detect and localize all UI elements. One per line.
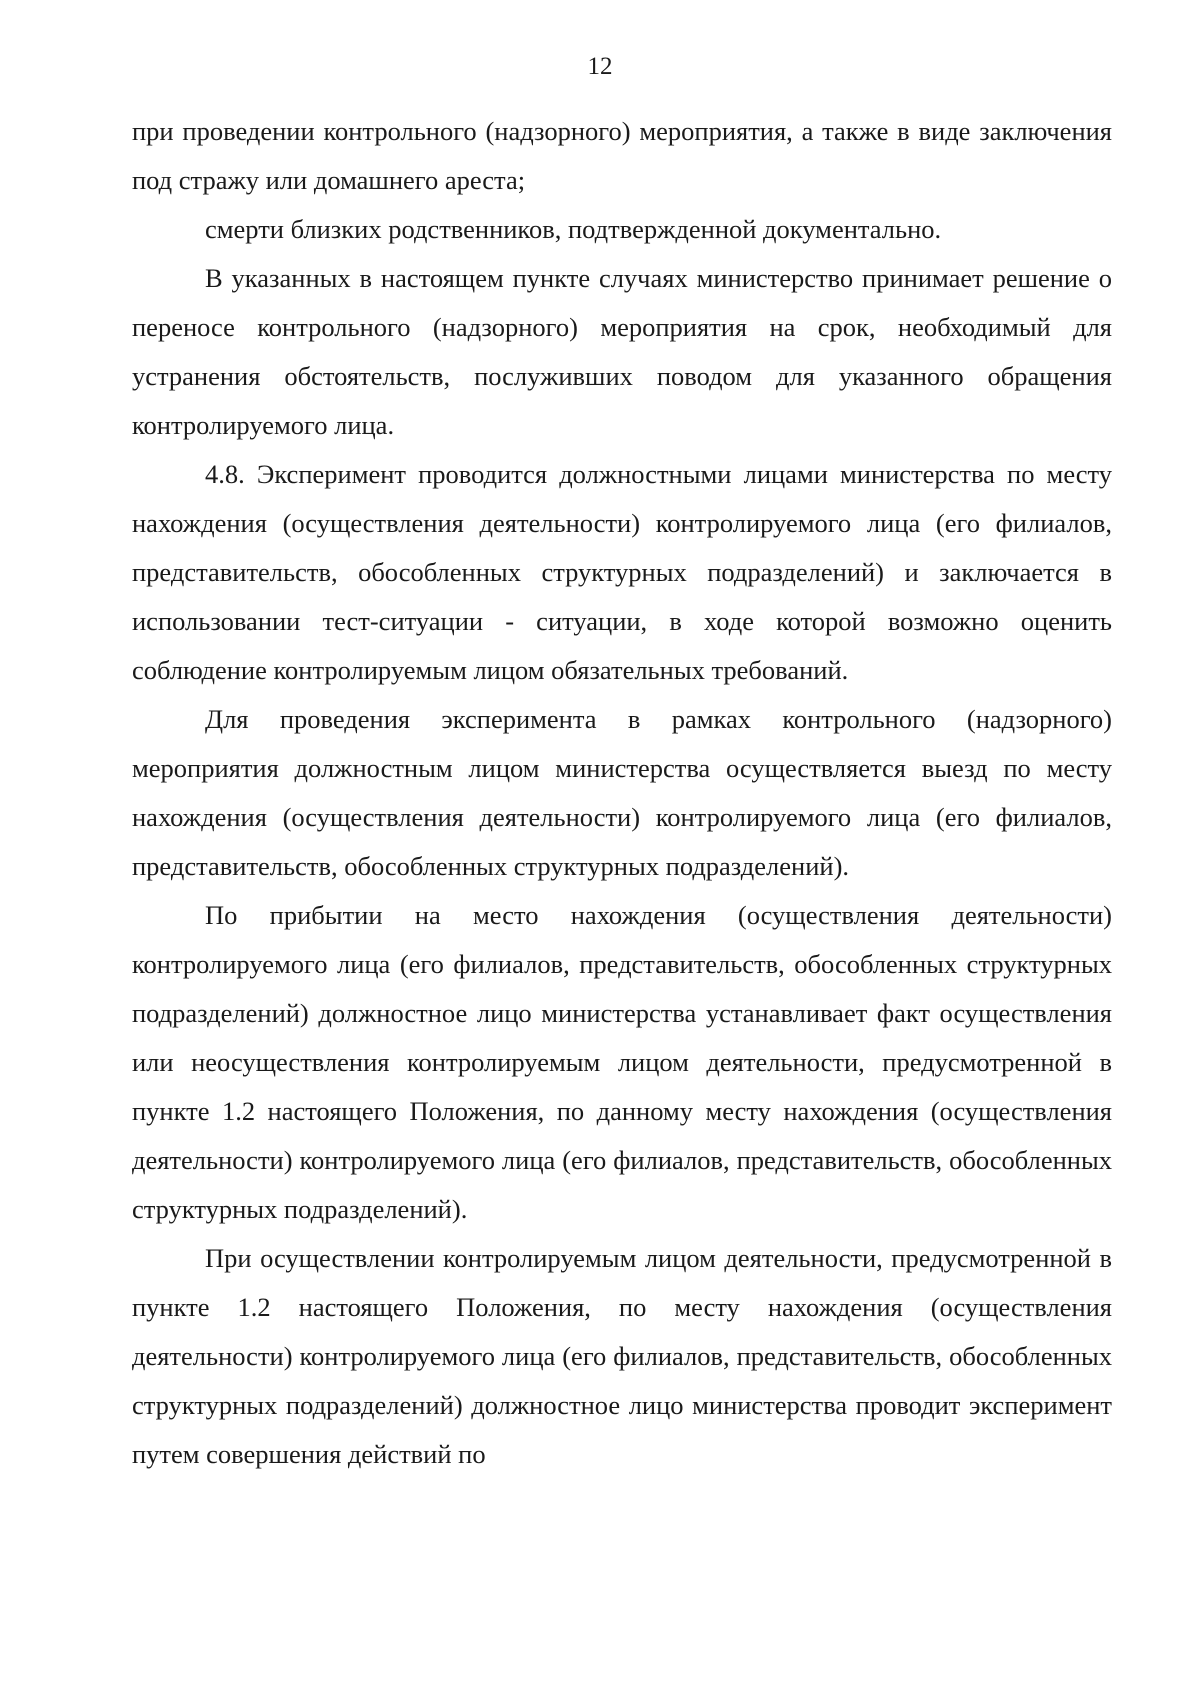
paragraph-6: По прибытии на место нахождения (осуществления деятельности) контролируемого лица (его филиалов, представительств, обособленных структурных подразделений) должностное лицо министерства устанавливает факт осуществления или неосуществления контролируемым лицом деятельности, предусмотренной в пункте 1.2 настоящего Положения, по данному месту нахождения (осуществления деятельности) контролируемого лица (его филиалов, представительств, обособленных структурных подразделений). (132, 900, 1112, 1224)
page-number: 12 (587, 53, 613, 80)
paragraph-1: при проведении контрольного (надзорного) мероприятия, а также в виде заключения под стражу или домашнего ареста; (132, 116, 1112, 195)
paragraph-4: 4.8. Эксперимент проводится должностными лицами министерства по месту нахождения (осуществления деятельности) контролируемого лица (его филиалов, представительств, обособленных структурных подразделений) и заключается в использовании тест-ситуации - ситуации, в ходе которой возможно оценить соблюдение контролируемым лицом обязательных требований. (132, 459, 1112, 685)
document-body (132, 107, 1112, 1479)
paragraph-3: В указанных в настоящем пункте случаях министерство принимает решение о переносе контрольного (надзорного) мероприятия на срок, необходимый для устранения обстоятельств, послуживших поводом для указанного обращения контролируемого лица. (132, 263, 1112, 440)
paragraph-5: Для проведения эксперимента в рамках контрольного (надзорного) мероприятия должностным лицом министерства осуществляется выезд по месту нахождения (осуществления деятельности) контролируемого лица (его филиалов, представительств, обособленных структурных подразделений). (132, 704, 1112, 881)
paragraph-7: При осуществлении контролируемым лицом деятельности, предусмотренной в пункте 1.2 настоящего Положения, по месту нахождения (осуществления деятельности) контролируемого лица (его филиалов, представительств, обособленных структурных подразделений) должностное лицо министерства проводит эксперимент путем совершения действий по (132, 1243, 1112, 1469)
paragraph-2: смерти близких родственников, подтвержденной документально. (205, 214, 942, 244)
